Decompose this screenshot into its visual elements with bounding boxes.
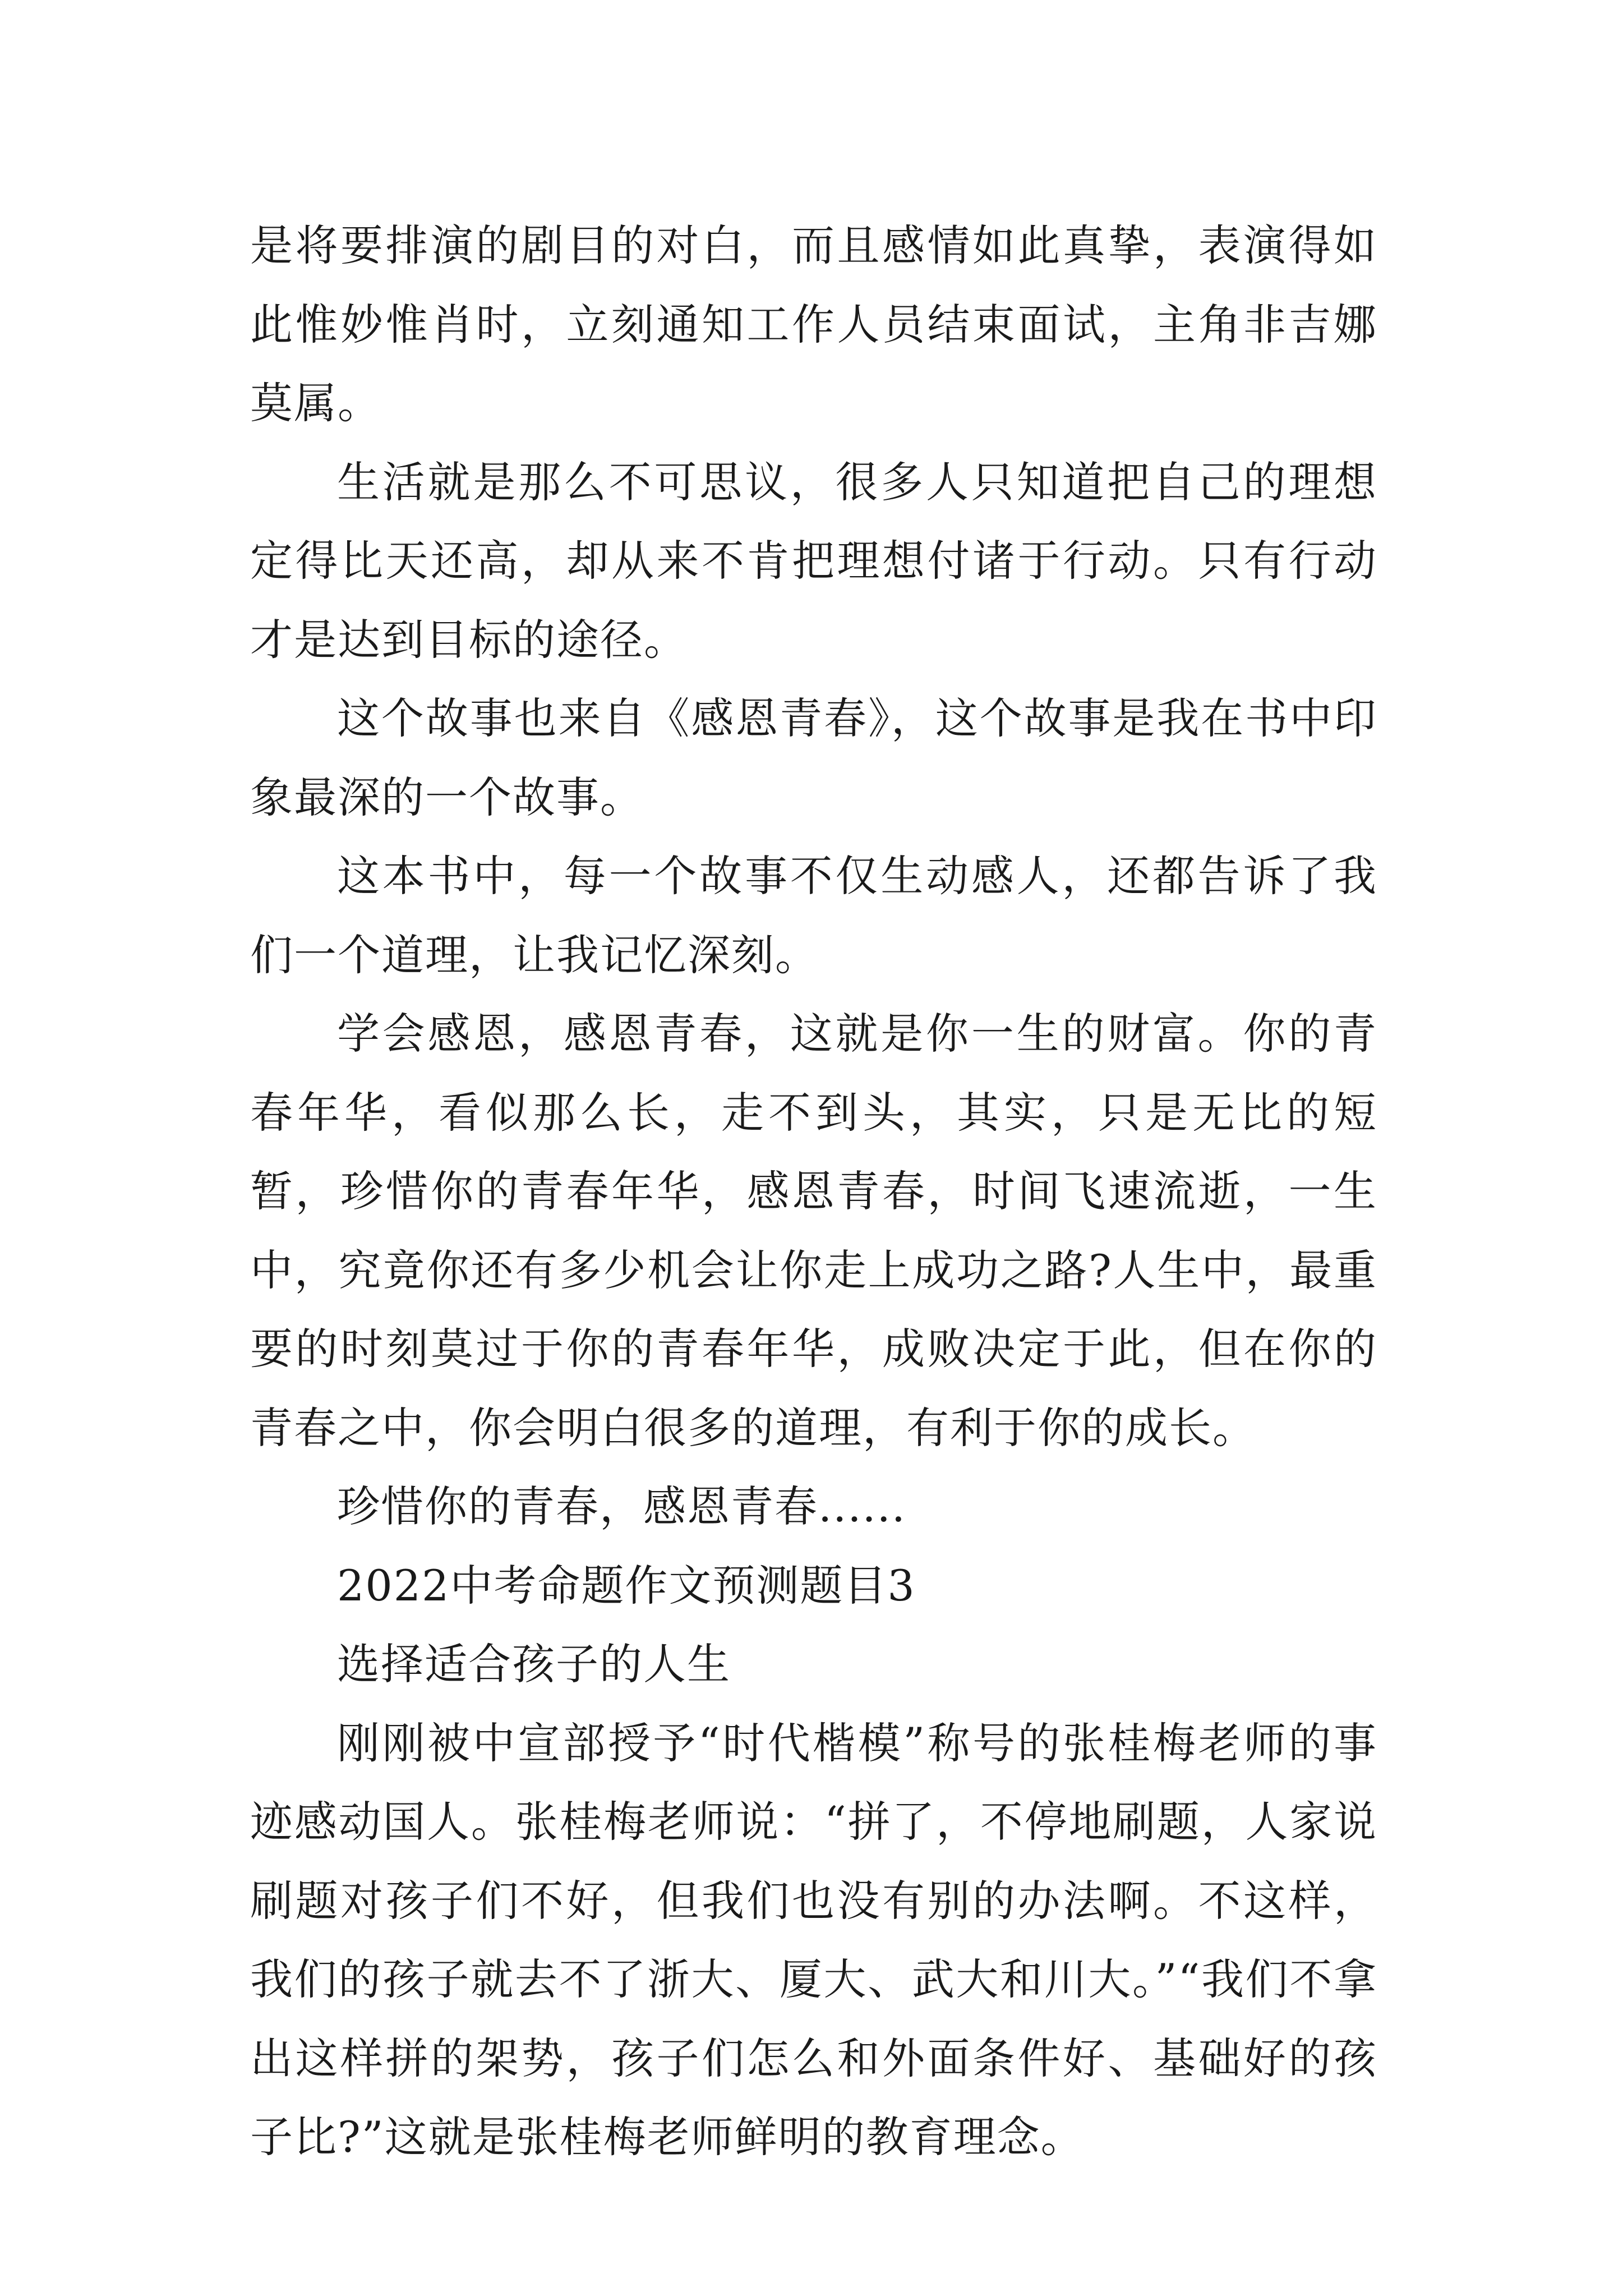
paragraph <box>250 837 1377 995</box>
essay-title <box>250 1625 1377 1704</box>
paragraph <box>250 1704 1377 2177</box>
paragraph-text: 珍惜你的青春，感恩青春...... <box>337 1481 906 1531</box>
paragraph-continuation <box>250 206 1377 443</box>
paragraph-text: 刚刚被中宣部授予“时代楷模”称号的张桂梅老师的事迹感动国人。张桂梅老师说：“拼了，不停地刷题，人家说刷题对孩子们不好，但我们也没有别的办法啊。不这样，我们的孩子就去不了浙大、厦大、武大和川大。”“我们不拿出这样拼的架势，孩子们怎么和外面条件好、基础好的孩子比?”这就是张桂梅老师鲜明的教育理念。 <box>250 1718 1377 2162</box>
paragraph-text: 学会感恩，感恩青春，这就是你一生的财富。你的青春年华，看似那么长，走不到头，其实，只是无比的短暂，珍惜你的青春年华，感恩青春，时间飞速流逝，一生中，究竟你还有多少机会让你走上成功之路?人生中，最重要的时刻莫过于你的青春年华，成败决定于此，但在你的青春之中，你会明白很多的道理，有利于你的成长。 <box>250 1009 1377 1453</box>
paragraph-text: 这个故事也来自《感恩青春》，这个故事是我在书中印象最深的一个故事。 <box>250 693 1377 822</box>
paragraph-text: 这本书中，每一个故事不仅生动感人，还都告诉了我们一个道理，让我记忆深刻。 <box>250 851 1377 980</box>
paragraph <box>250 1467 1377 1547</box>
heading-text: 2022中考命题作文预测题目3 <box>337 1560 916 1611</box>
paragraph <box>250 443 1377 680</box>
paragraph-text: 生活就是那么不可思议，很多人只知道把自己的理想定得比天还高，却从来不肯把理想付诸于行动。只有行动才是达到目标的途径。 <box>250 457 1377 665</box>
title-text: 选择适合孩子的人生 <box>337 1639 731 1689</box>
paragraph-text: 是将要排演的剧目的对白，而且感情如此真挚，表演得如此惟妙惟肖时，立刻通知工作人员结束面试，主角非吉娜莫属。 <box>250 220 1377 428</box>
paragraph <box>250 995 1377 1467</box>
paragraph <box>250 679 1377 837</box>
document-body <box>250 206 1377 2177</box>
section-heading <box>250 1547 1377 1626</box>
